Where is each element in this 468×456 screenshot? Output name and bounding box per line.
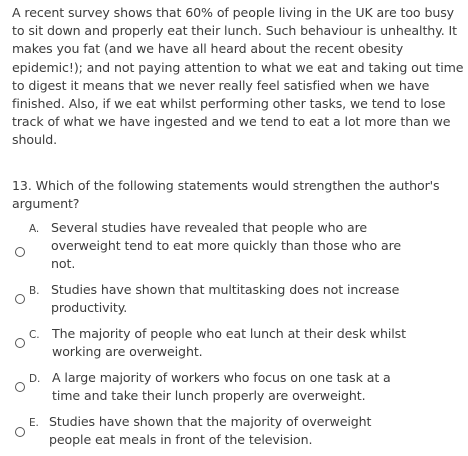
- option-a[interactable]: [10, 219, 460, 275]
- option-b-text: Studies have shown that multitasking does not increase productivity.: [51, 282, 400, 316]
- option-e-text: Studies have shown that the majority of overweight people eat meals in front of the television.: [49, 414, 372, 448]
- option-d-text: A large majority of workers who focus on one task at a time and take their lunch properly are overweight.: [52, 370, 391, 404]
- option-c-text: The majority of people who eat lunch at their desk whilst working are overweight.: [52, 326, 406, 360]
- question-text: 13. Which of the following statements would strengthen the author's argument?: [12, 178, 440, 212]
- option-e-letter: E.: [29, 417, 39, 429]
- option-d[interactable]: [10, 369, 460, 407]
- option-b[interactable]: [10, 281, 460, 319]
- option-b-letter: B.: [29, 285, 40, 297]
- option-c-letter: C.: [29, 329, 40, 341]
- option-a-letter: A.: [29, 223, 40, 235]
- radio-button-d[interactable]: [15, 382, 25, 392]
- radio-button-b[interactable]: [15, 294, 25, 304]
- passage-text: A recent survey shows that 60% of people living in the UK are too busy to sit down and properly eat their lunch. Such behaviour is unhealthy. It makes you fat (and we have all heard about the recent obesity epidemic!); and not paying attention to what we eat and taking out time to digest it means that we never really feel satisfied when we have finished. Also, if we eat whilst performing other tasks, we tend to lose track of what we have ingested and we tend to eat a lot more than we should.: [12, 5, 464, 148]
- option-a-text: Several studies have revealed that people who are overweight tend to eat more quickly than those who are not.: [51, 220, 402, 272]
- radio-button-e[interactable]: [15, 427, 25, 437]
- option-e[interactable]: [10, 413, 460, 451]
- radio-button-c[interactable]: [15, 338, 25, 348]
- radio-button-a[interactable]: [15, 247, 25, 257]
- option-c[interactable]: [10, 325, 460, 363]
- option-d-letter: D.: [29, 373, 41, 385]
